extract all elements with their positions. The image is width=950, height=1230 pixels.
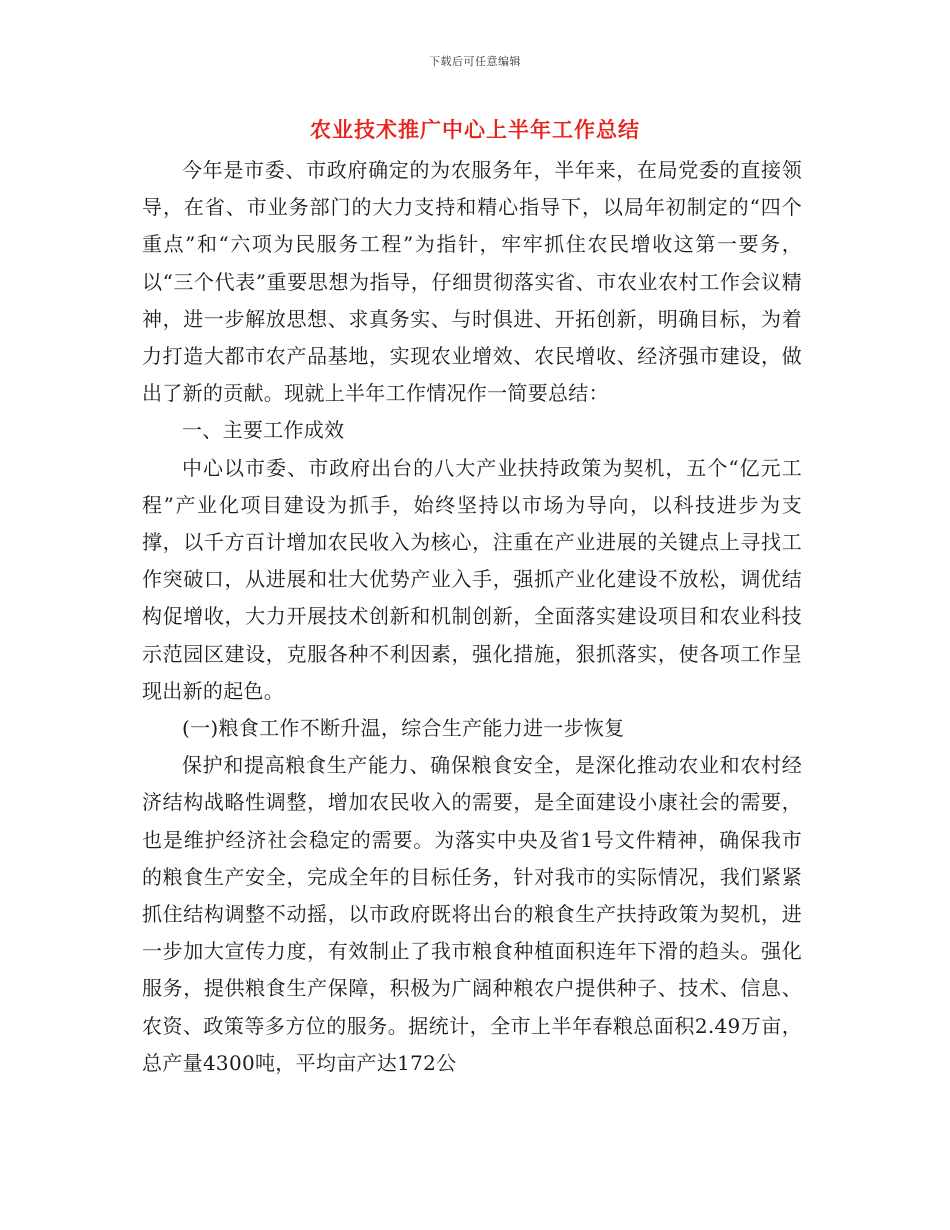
intro-paragraph: 今年是市委、市政府确定的为农服务年，半年来，在局党委的直接领导，在省、市业务部门的大力支持和精心指导下，以局年初制定的“四个重点”和“六项为民服务工程”为指针，牢牢抓住农民增收这第一要务，以“三个代表”重要思想为指导，仔细贯彻落实省、市农业农村工作会议精神，进一步解放思想、求真务实、与时俱进、开拓创新，明确目标，为着力打造大都市农产品基地，实现农业增效、农民增收、经济强市建设，做出了新的贡献。现就上半年工作情况作一简要总结： <box>142 158 802 406</box>
header-note: 下载后可任意编辑 <box>429 55 521 68</box>
subsection-heading-grain: (一)粮食工作不断升温，综合生产能力进一步恢复 <box>182 716 625 741</box>
section-heading-main-results: 一、主要工作成效 <box>182 418 345 443</box>
document-body <box>142 152 802 1082</box>
main-results-paragraph: 中心以市委、市政府出台的八大产业扶持政策为契机，五个“亿元工程”产业化项目建设为抓手，始终坚持以市场为导向，以科技进步为支撑，以千方百计增加农民收入为核心，注重在产业进展的关键点上寻找工作突破口，从进展和壮大优势产业入手，强抓产业化建设不放松，调优结构促增收，大力开展技术创新和机制创新，全面落实建设项目和农业科技示范园区建设，克服各种不利因素，强化措施，狠抓落实，使各项工作呈现出新的起色。 <box>142 455 802 703</box>
document-title: 农业技术推广中心上半年工作总结 <box>310 117 640 142</box>
grain-paragraph: 保护和提高粮食生产能力、确保粮食安全，是深化推动农业和农村经济结构战略性调整，增加农民收入的需要，是全面建设小康社会的需要，也是维护经济社会稳定的需要。为落实中央及省1号文件精神，确保我市的粮食生产安全，完成全年的目标任务，针对我市的实际情况，我们紧紧抓住结构调整不动摇，以市政府既将出台的粮食生产扶持政策为契机，进一步加大宣传力度，有效制止了我市粮食种植面积连年下滑的趋头。强化服务，提供粮食生产保障，积极为广阔种粮农户提供种子、技术、信息、农资、政策等多方位的服务。据统计，全市上半年春粮总面积2.49万亩，总产量4300吨，平均亩产达172公 <box>142 753 802 1075</box>
